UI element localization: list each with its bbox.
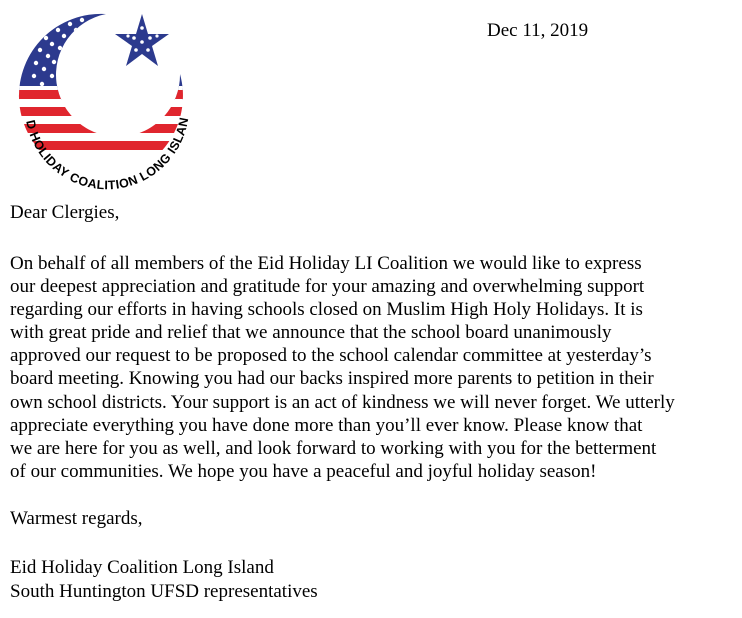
body-line: we are here for you as well, and look forward to working with you for the betterment — [10, 437, 657, 459]
signature-line: South Huntington UFSD representatives — [10, 580, 318, 602]
body-line: with great pride and relief that we announce that the school board unanimously — [10, 322, 612, 344]
body-line: regarding our efforts in having schools closed on Muslim High Holy Holidays. It is — [10, 299, 643, 321]
letter-greeting: Dear Clergies, — [10, 202, 120, 223]
body-line: own school districts. Your support is an act of kindness we will never forget. We utterly — [10, 391, 675, 413]
logo-ring-text: D HOLIDAY COALITION LONG ISLAN — [23, 115, 192, 193]
body-line: appreciate everything you have done more than you’ll ever know. Please know that — [10, 414, 643, 436]
body-line: On behalf of all members of the Eid Holiday LI Coalition we would like to express — [10, 253, 642, 274]
letter-closing: Warmest regards, — [10, 508, 143, 529]
body-line: approved our request to be proposed to the school calendar committee at yesterday’s — [10, 345, 652, 367]
star-icon — [115, 14, 169, 66]
coalition-logo — [14, 8, 200, 194]
signature-line: Eid Holiday Coalition Long Island — [10, 557, 274, 578]
body-line: of our communities. We hope you have a peaceful and joyful holiday season! — [10, 460, 597, 482]
letter-body — [10, 252, 675, 483]
body-line: board meeting. Knowing you had our backs inspired more parents to petition in their — [10, 368, 654, 390]
letter-date: Dec 11, 2019 — [487, 20, 589, 41]
body-line: our deepest appreciation and gratitude for your amazing and overwhelming support — [10, 276, 645, 298]
letter-signature — [10, 556, 318, 603]
